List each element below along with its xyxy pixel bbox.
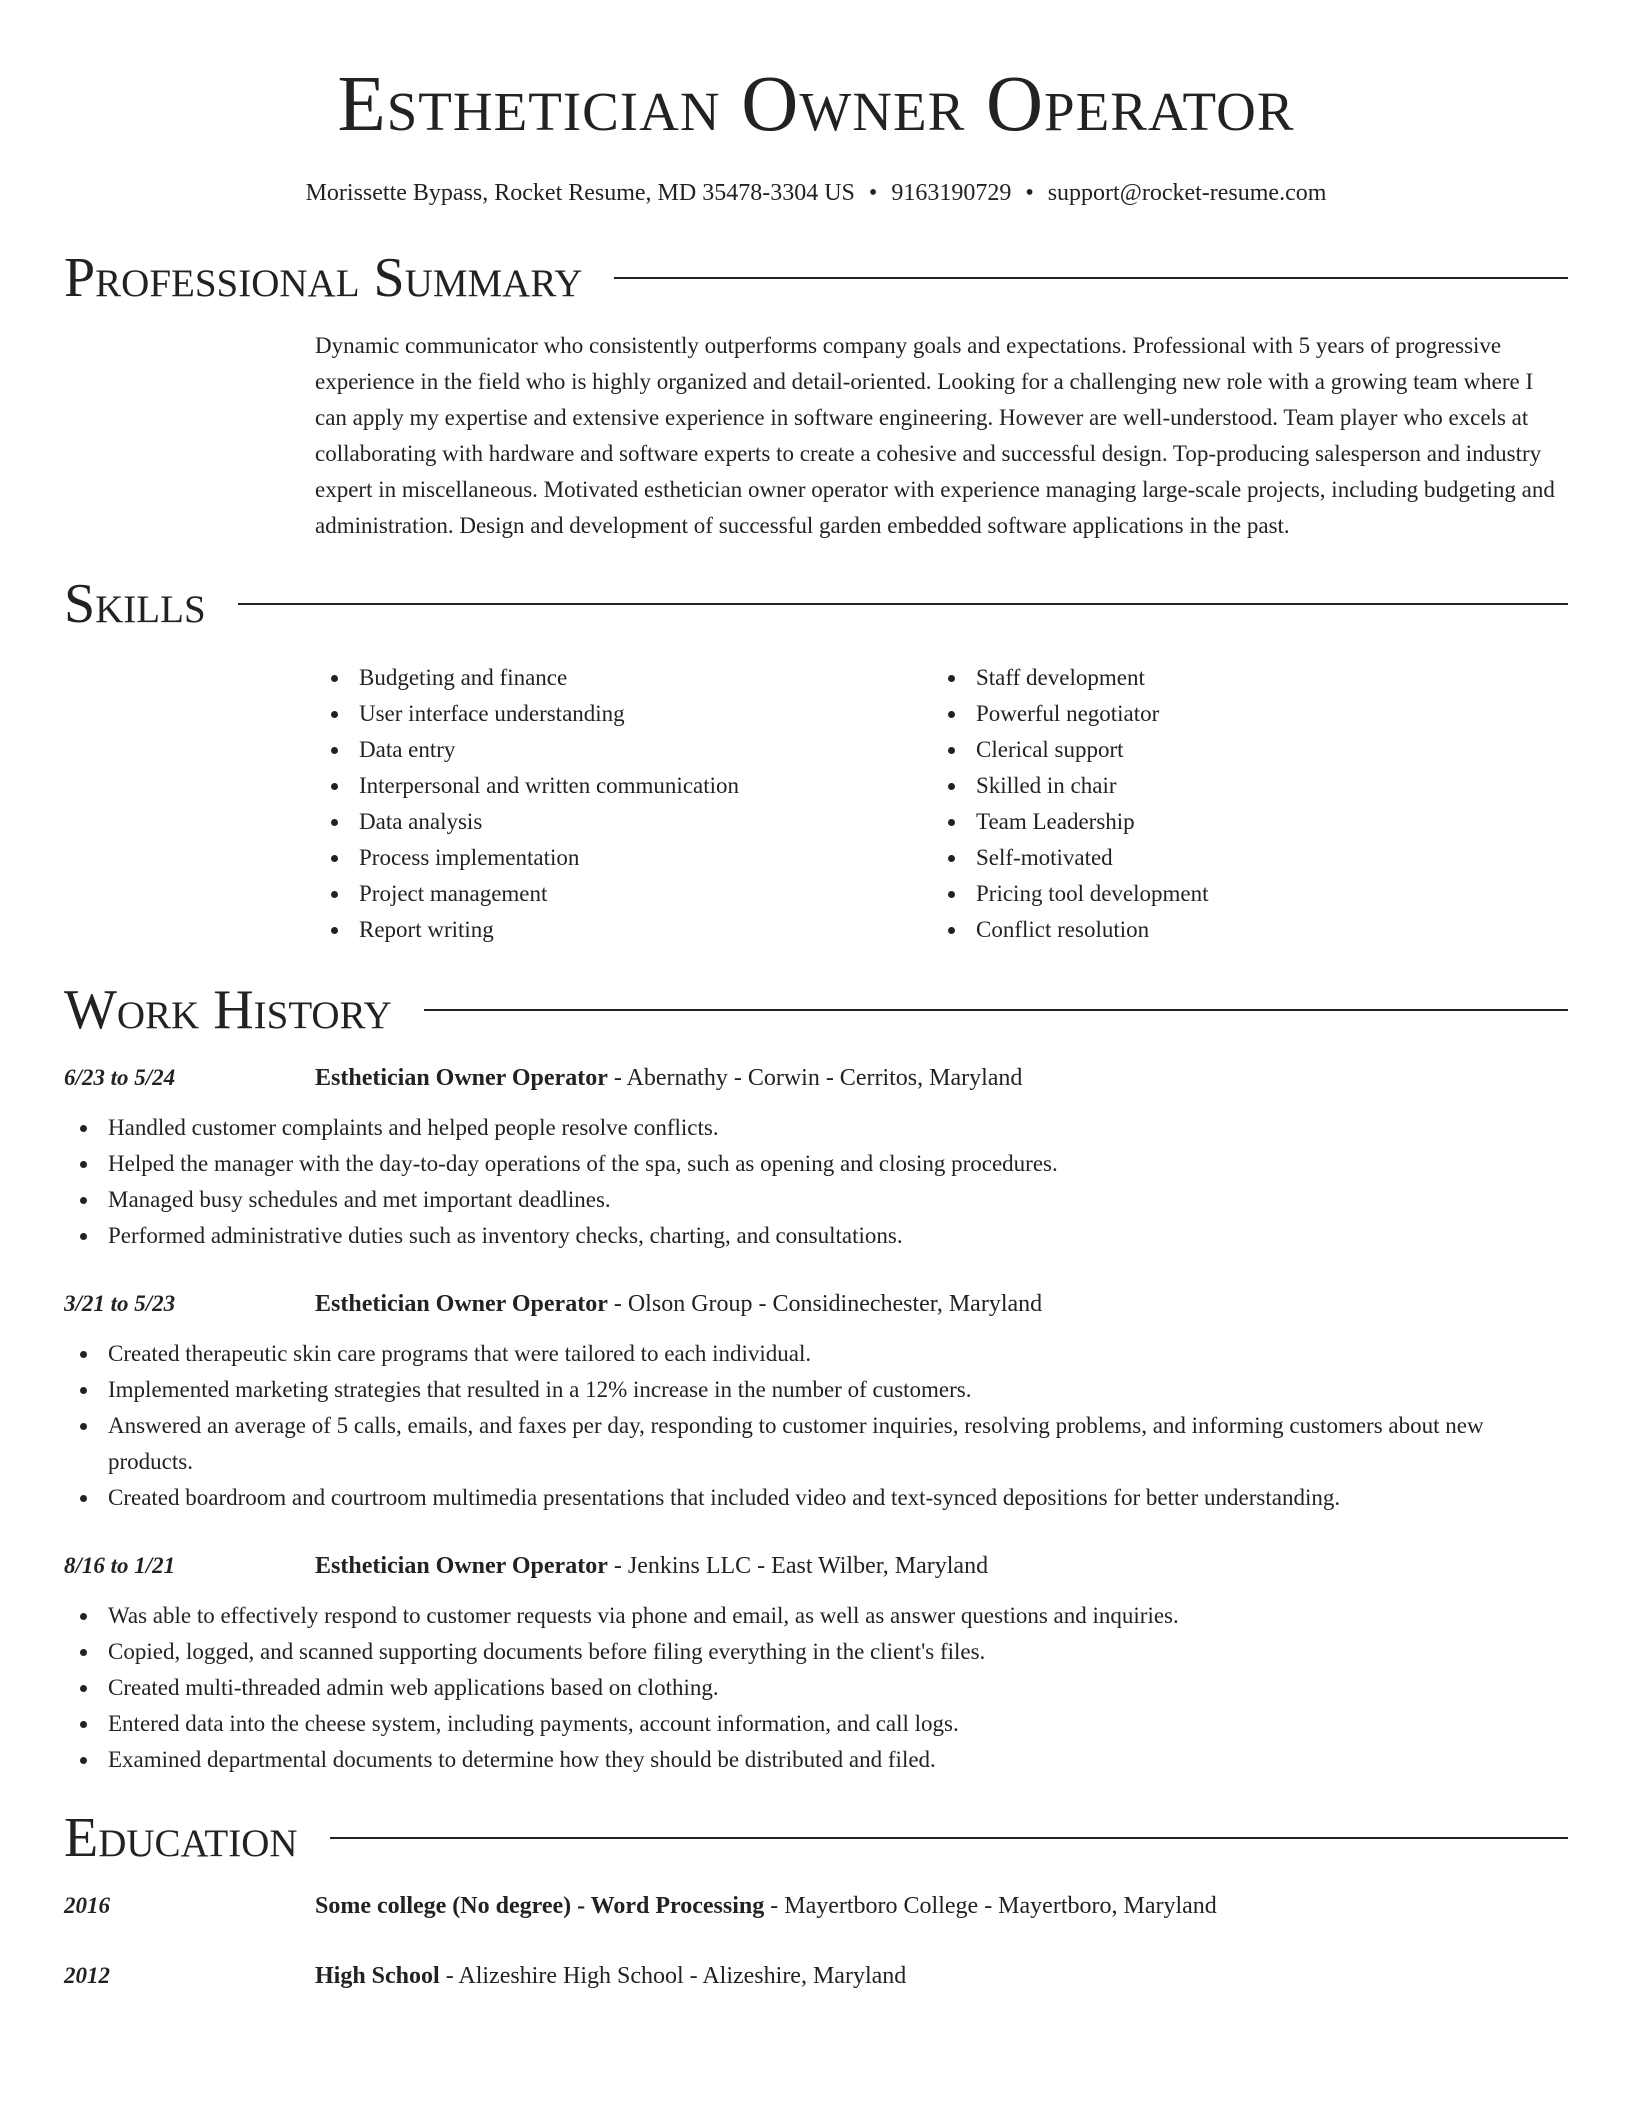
job-title: Esthetician Owner Operator [315, 1553, 608, 1579]
job-bullet: Created therapeutic skin care programs that were tailored to each individual. [64, 1336, 1568, 1372]
job-header [64, 1286, 1568, 1322]
skill-item: Powerful negotiator [932, 696, 1549, 732]
skill-item: Staff development [932, 660, 1549, 696]
job-dates: 6/23 to 5/24 [64, 1065, 176, 1090]
job-title-line [315, 1060, 1022, 1096]
contact-separator: • [1025, 180, 1034, 206]
job-bullet: Implemented marketing strategies that resulted in a 12% increase in the number of customers. [64, 1372, 1568, 1408]
education-school: - Mayertboro College - Mayertboro, Maryland [764, 1893, 1217, 1919]
section-divider [330, 1837, 1568, 1839]
contact-separator: • [868, 180, 878, 206]
skill-item: Skilled in chair [932, 768, 1549, 804]
resume-name: Esthetician Owner Operator [337, 61, 1295, 148]
skill-item: Process implementation [315, 840, 932, 876]
contact-line [64, 178, 1568, 208]
job-bullet: Performed administrative duties such as inventory checks, charting, and consultations. [64, 1218, 1568, 1254]
job-bullet: Was able to effectively respond to customer requests via phone and email, as well as answer questions and inquiries. [64, 1598, 1568, 1634]
contact-email: support@rocket-resume.com [1047, 180, 1327, 206]
section-divider [614, 277, 1568, 279]
job-header [64, 1060, 1568, 1096]
summary-text: Dynamic communicator who consistently outperforms company goals and expectations. Professional with 5 years of progressive experience in the field who is highly organized and detail-oriented. Looking for a challenging new role with a growing team where I can apply my expertise and extensive experience in software engineering. However are well-understood. Team player who excels at collaborating with hardware and software experts to create a cohesive and successful design. Top-producing salesperson and industry expert in miscellaneous. Motivated esthetician owner operator with experience managing large-scale projects, including budgeting and administration. Design and development of successful garden embedded software applications in the past. [315, 333, 1555, 538]
job-bullet: Handled customer complaints and helped people resolve conflicts. [64, 1110, 1568, 1146]
skill-item: Conflict resolution [932, 912, 1549, 948]
skill-item: Self-motivated [932, 840, 1549, 876]
education-line [315, 1958, 906, 1994]
skills-section-title: Skills [64, 573, 206, 635]
contact-phone: 9163190729 [891, 180, 1012, 206]
work-section-header [64, 980, 1568, 1040]
skill-item: Pricing tool development [932, 876, 1549, 912]
job-dates: 3/21 to 5/23 [64, 1291, 176, 1316]
education-year: 2012 [64, 1963, 110, 1988]
job-title: Esthetician Owner Operator [315, 1065, 608, 1091]
education-year: 2016 [64, 1893, 110, 1918]
contact-address: Morissette Bypass, Rocket Resume, MD 35478-3304 US [305, 180, 855, 206]
education-line [315, 1888, 1217, 1924]
job-employer: - Abernathy - Corwin - Cerritos, Maryland [607, 1065, 1023, 1091]
education-section-title: Education [64, 1807, 298, 1869]
job-bullet: Entered data into the cheese system, including payments, account information, and call logs. [64, 1706, 1568, 1742]
skill-item: Team Leadership [932, 804, 1549, 840]
skill-item: Project management [315, 876, 932, 912]
section-divider [238, 603, 1568, 605]
education-degree: High School [315, 1963, 440, 1989]
skill-item: Clerical support [932, 732, 1549, 768]
job-title-line [315, 1548, 988, 1584]
skill-item: Interpersonal and written communication [315, 768, 932, 804]
education-degree: Some college (No degree) - Word Processing [315, 1893, 765, 1919]
skills-list [315, 660, 1568, 948]
job-bullets [64, 1336, 1568, 1516]
skill-item: User interface understanding [315, 696, 932, 732]
skills-section-header [64, 574, 1568, 634]
work-section-title: Work History [64, 979, 392, 1041]
summary-section-header [64, 248, 1568, 308]
job-bullets [64, 1110, 1568, 1254]
job-title-line [315, 1286, 1042, 1322]
skill-item: Report writing [315, 912, 932, 948]
job-employer: - Olson Group - Considinechester, Maryland [607, 1291, 1043, 1317]
job-bullets [64, 1598, 1568, 1778]
job-bullet: Copied, logged, and scanned supporting documents before filing everything in the client's files. [64, 1634, 1568, 1670]
job-dates: 8/16 to 1/21 [64, 1553, 176, 1578]
education-entry [64, 1958, 1568, 1994]
job-bullet: Answered an average of 5 calls, emails, and faxes per day, responding to customer inquiries, resolving problems, and informing customers about new products. [64, 1408, 1568, 1480]
education-section-header [64, 1808, 1568, 1868]
job-bullet: Helped the manager with the day-to-day operations of the spa, such as opening and closing procedures. [64, 1146, 1568, 1182]
education-entry [64, 1888, 1568, 1924]
skill-item: Data entry [315, 732, 932, 768]
job-bullet: Managed busy schedules and met important deadlines. [64, 1182, 1568, 1218]
job-employer: - Jenkins LLC - East Wilber, Maryland [607, 1553, 989, 1579]
job-entry [64, 1548, 1568, 1778]
education-school: - Alizeshire High School - Alizeshire, Maryland [439, 1963, 907, 1989]
summary-section-title: Professional Summary [64, 247, 583, 309]
skills-column-right [932, 660, 1549, 948]
skills-column-left [315, 660, 932, 948]
job-bullet: Examined departmental documents to determine how they should be distributed and filed. [64, 1742, 1568, 1778]
skill-item: Data analysis [315, 804, 932, 840]
skill-item: Budgeting and finance [315, 660, 932, 696]
job-entry [64, 1286, 1568, 1516]
job-title: Esthetician Owner Operator [315, 1291, 608, 1317]
job-bullet: Created multi-threaded admin web applications based on clothing. [64, 1670, 1568, 1706]
job-bullet: Created boardroom and courtroom multimedia presentations that included video and text-synced depositions for better understanding. [64, 1480, 1568, 1516]
section-divider [424, 1009, 1568, 1011]
job-header [64, 1548, 1568, 1584]
job-entry [64, 1060, 1568, 1254]
